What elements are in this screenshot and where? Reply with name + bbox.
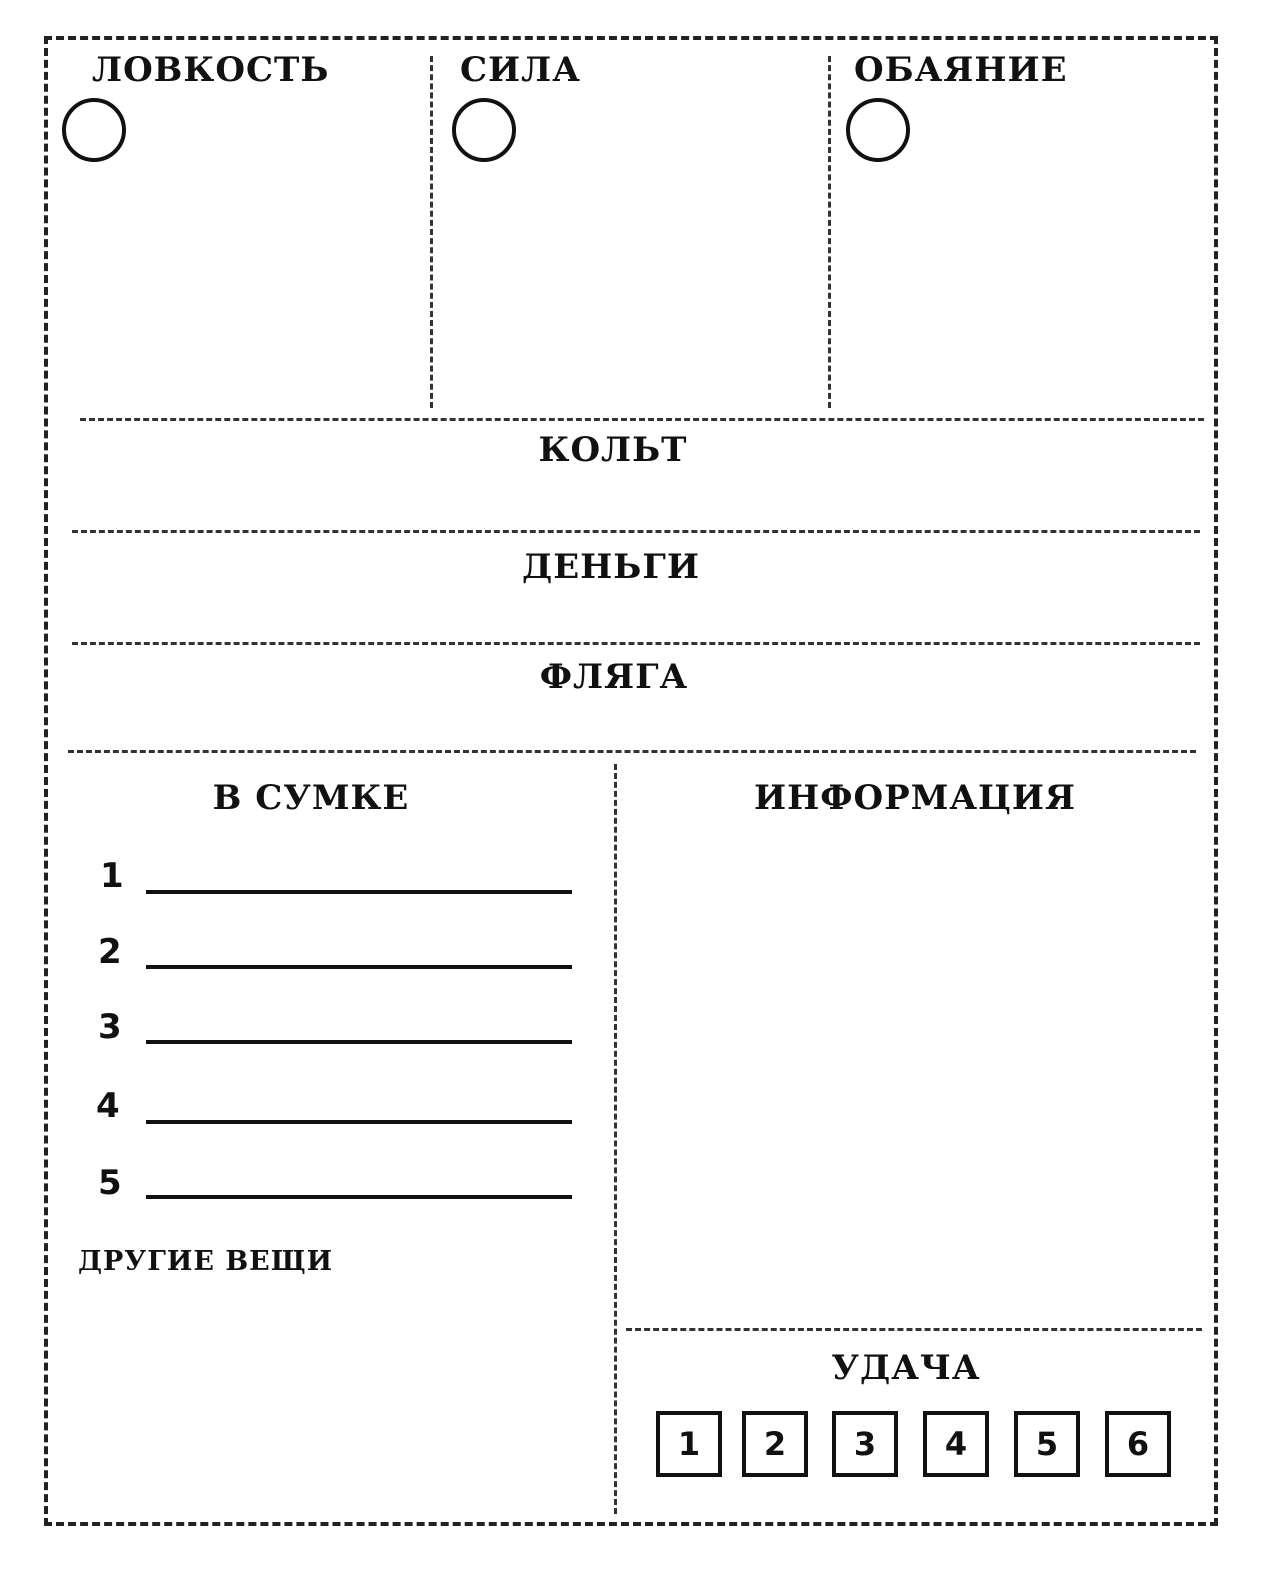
- strength-value-circle[interactable]: [452, 98, 516, 162]
- bottom-divider: [614, 764, 617, 1514]
- money-label: ДЕНЬГИ: [522, 547, 700, 587]
- bag-item-line-5[interactable]: [146, 1195, 572, 1199]
- flask-label: ФЛЯГА: [539, 657, 689, 697]
- luck-box-4[interactable]: 4: [923, 1411, 989, 1477]
- luck-box-5[interactable]: 5: [1014, 1411, 1080, 1477]
- bag-item-line-2[interactable]: [146, 965, 572, 969]
- bag-item-number-5: 5: [98, 1163, 122, 1203]
- bag-item-number-4: 4: [96, 1086, 120, 1126]
- divider-money-top: [72, 530, 1200, 533]
- charm-value-circle[interactable]: [846, 98, 910, 162]
- other-items-label: ДРУГИЕ ВЕЩИ: [78, 1246, 334, 1277]
- information-title: ИНФОРМАЦИЯ: [754, 778, 1076, 818]
- bag-item-number-3: 3: [98, 1007, 122, 1047]
- bag-item-line-1[interactable]: [146, 890, 572, 894]
- luck-box-3[interactable]: 3: [832, 1411, 898, 1477]
- divider-bottom-section: [68, 750, 1196, 753]
- bag-item-line-3[interactable]: [146, 1040, 572, 1044]
- charm-label: ОБАЯНИЕ: [854, 50, 1068, 90]
- bag-item-line-4[interactable]: [146, 1120, 572, 1124]
- luck-title: УДАЧА: [831, 1348, 981, 1388]
- agility-label: ЛОВКОСТЬ: [92, 50, 330, 90]
- luck-box-6[interactable]: 6: [1105, 1411, 1171, 1477]
- strength-label: СИЛА: [460, 50, 581, 90]
- divider-luck-top: [626, 1328, 1202, 1331]
- divider-colt-top: [80, 418, 1204, 421]
- agility-value-circle[interactable]: [62, 98, 126, 162]
- colt-label: КОЛЬТ: [538, 430, 688, 470]
- bag-item-number-2: 2: [98, 932, 122, 972]
- luck-box-2[interactable]: 2: [742, 1411, 808, 1477]
- divider-flask-top: [72, 642, 1200, 645]
- stat-divider-2: [828, 56, 831, 408]
- luck-box-1[interactable]: 1: [656, 1411, 722, 1477]
- stat-divider-1: [430, 56, 433, 408]
- bag-title: В СУМКЕ: [212, 778, 410, 818]
- bag-item-number-1: 1: [100, 856, 124, 896]
